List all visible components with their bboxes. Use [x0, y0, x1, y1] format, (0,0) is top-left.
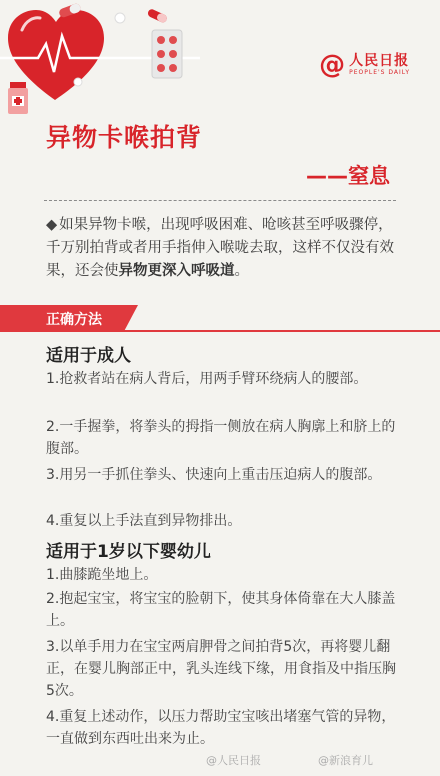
heart-illustration [0, 0, 200, 120]
page-title: 异物卡喉拍背 [46, 123, 203, 152]
people-daily-logo [319, 52, 410, 78]
logo-chinese-name: 人民日报 [349, 53, 410, 69]
intro-text: 如果异物卡喉，出现呼吸困难、呛咳甚至呼吸骤停，千万别拍背或者用手指伸入喉咙去取，这样不仅没有效果，还会使 [46, 217, 394, 279]
adult-step-2: 2.一手握拳，将拳头的拇指一侧放在病人胸廓上和脐上的腹部。 [46, 419, 396, 457]
pill-pack-icon [152, 30, 182, 78]
intro-text-end: 。 [234, 263, 249, 279]
adult-step-1: 1.抢救者站在病人背后，用两手臂环绕病人的腰部。 [46, 371, 368, 387]
adult-step-4: 4.重复以上手法直到异物排出。 [46, 513, 242, 529]
infant-step-1: 1.曲膝跪坐地上。 [46, 567, 158, 583]
infant-step-4: 4.重复上述动作，以压力帮助宝宝咳出堵塞气管的异物，一直做到东西吐出来为止。 [46, 709, 396, 747]
banner-label: 正确方法 [46, 312, 102, 328]
diamond-bullet-icon: ◆ [46, 217, 58, 233]
intro-paragraph [46, 214, 400, 283]
infant-step-3: 3.以单手用力在宝宝两肩胛骨之间拍背5次，再将婴儿翻正，在婴儿胸部正中，乳头连线下缘，用食指及中指压胸5次。 [46, 639, 396, 699]
infant-heading: 适用于1岁以下婴幼儿 [46, 542, 211, 562]
logo-english-name: PEOPLE'S DAILY [349, 69, 410, 76]
medicine-bottle-icon [8, 82, 28, 114]
pill-icon [115, 13, 125, 23]
pill-icon [74, 78, 82, 86]
banner-rule [0, 330, 440, 332]
intro-emphasis: 异物更深入呼吸道 [118, 263, 235, 279]
logo-at-symbol: @ [319, 50, 346, 80]
infant-step-2: 2.抱起宝宝，将宝宝的脸朝下，使其身体倚靠在大人膝盖上。 [46, 591, 396, 629]
watermark-right: @新浪育儿 [318, 754, 373, 767]
dashed-divider [44, 200, 396, 201]
adult-step-3: 3.用另一手抓住拳头、快速向上重击压迫病人的腹部。 [46, 467, 382, 483]
watermark-left: @人民日报 [206, 754, 261, 767]
adult-heading: 适用于成人 [46, 346, 131, 366]
capsule-icon [147, 8, 169, 24]
page-subtitle: ——窒息 [306, 164, 390, 188]
